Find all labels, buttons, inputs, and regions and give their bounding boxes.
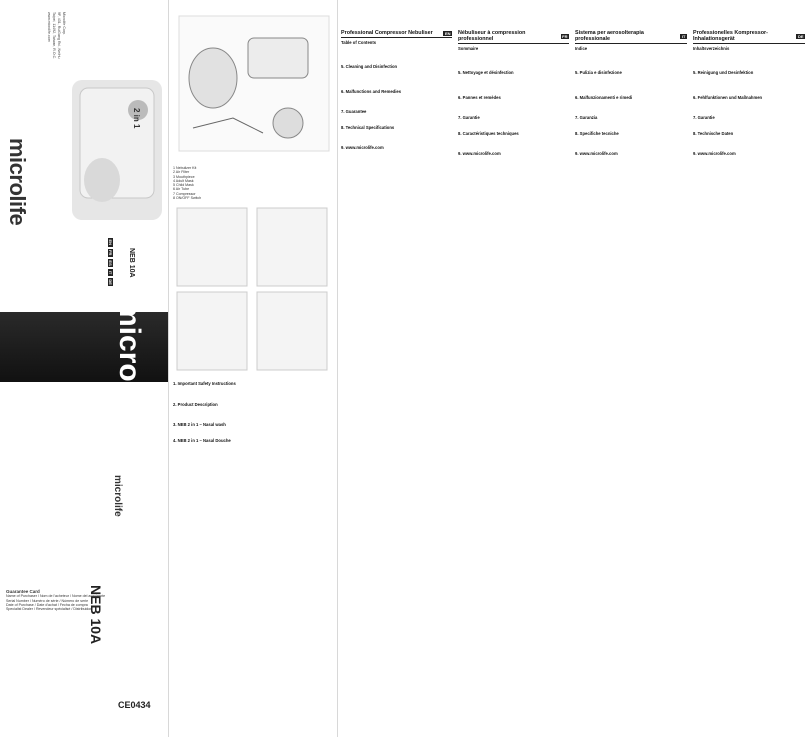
guarantee-title: Guarantee Card: [6, 589, 40, 594]
product-image: [62, 80, 167, 225]
parts-diagram: [173, 8, 331, 158]
column-en: Professional Compressor Nebuliser EN Table of Contents 5. Cleaning and Disinfection 6. Malfunctions and Remedies 7. Guarantee 8. Technical Specifications 9. www.microlife.com: [341, 30, 451, 151]
header-de: Professionelles Kompressor-Inhalationsgerät DE: [693, 30, 804, 42]
header-en: Professional Compressor Nebuliser EN: [341, 30, 451, 36]
fold-line: [168, 0, 169, 737]
header-it: Sistema per aerosolterapia professionale IT: [575, 30, 686, 42]
cover-brand-large: microlife: [113, 300, 146, 426]
column-it: Sistema per aerosolterapia professionale IT Indice 5. Pulizia e disinfezione 6. Malfunzionamenti e rimedi 7. Garanzia 8. Specifiche tecniche 9. www.microlife.com: [575, 30, 686, 157]
cover-brand-bottom: microlife: [112, 475, 123, 517]
product-badge: 2 in 1: [132, 108, 141, 129]
column-fr: Nébuliseur à compression professionnel FR Sommaire 5. Nettoyage et désinfection 6. Pannes et remèdes 7. Garantie 8. Caractéristiques techniques 9. www.microlife.com: [458, 30, 568, 157]
cover-brand: microlife: [5, 138, 30, 226]
ce-mark: CE0434: [118, 700, 151, 710]
legend-text: 1. Important Safety Instructions 2. Product Description 3. NEB 2 in 1 – Nasal wash 4. NEB 2 in 1 – Nasal Douche: [173, 381, 236, 443]
header-fr: Nébuliseur à compression professionnel FR: [458, 30, 568, 42]
cover-model: NEB 10A: [88, 585, 104, 645]
cover-panel: [0, 0, 168, 737]
cover-address: Microlife Corp. 9F, 431, RuiGang Rd., NeiHu Taipei, 11492, Taiwan, R.O.C. www.microlife.com: [47, 12, 66, 60]
diagram-panel: [169, 0, 337, 737]
guarantee-card: Guarantee Card Name of Purchaser / Nom de l'acheteur / Nome del acquirente Serial Number / Numéro de série / Número de serie Date of Purchase / Date d'achat / Fecha de compra Specialist Dealer / Revendeur spécialisé / Distribuidor: [6, 589, 106, 612]
usage-diagrams: [173, 204, 331, 374]
parts-legend: 1 Nebulizer Kit 2 Air Filter 3 Mouthpiece 4 Adult Mask 5 Child Mask 6 Air Tube 7 Compressor 8 ON/OFF Switch: [173, 166, 202, 201]
column-de: Professionelles Kompressor-Inhalationsgerät DE Inhaltsverzeichnis 5. Reinigung und Desinfektion 6. Fehlfunktionen und Maßnahmen 7. Garantie 8. Technische Daten 9. www.microlife.com: [693, 30, 804, 157]
cover-model-small: NEB 10A: [128, 248, 135, 278]
language-strip: EN FR ES IT DE: [108, 239, 113, 285]
